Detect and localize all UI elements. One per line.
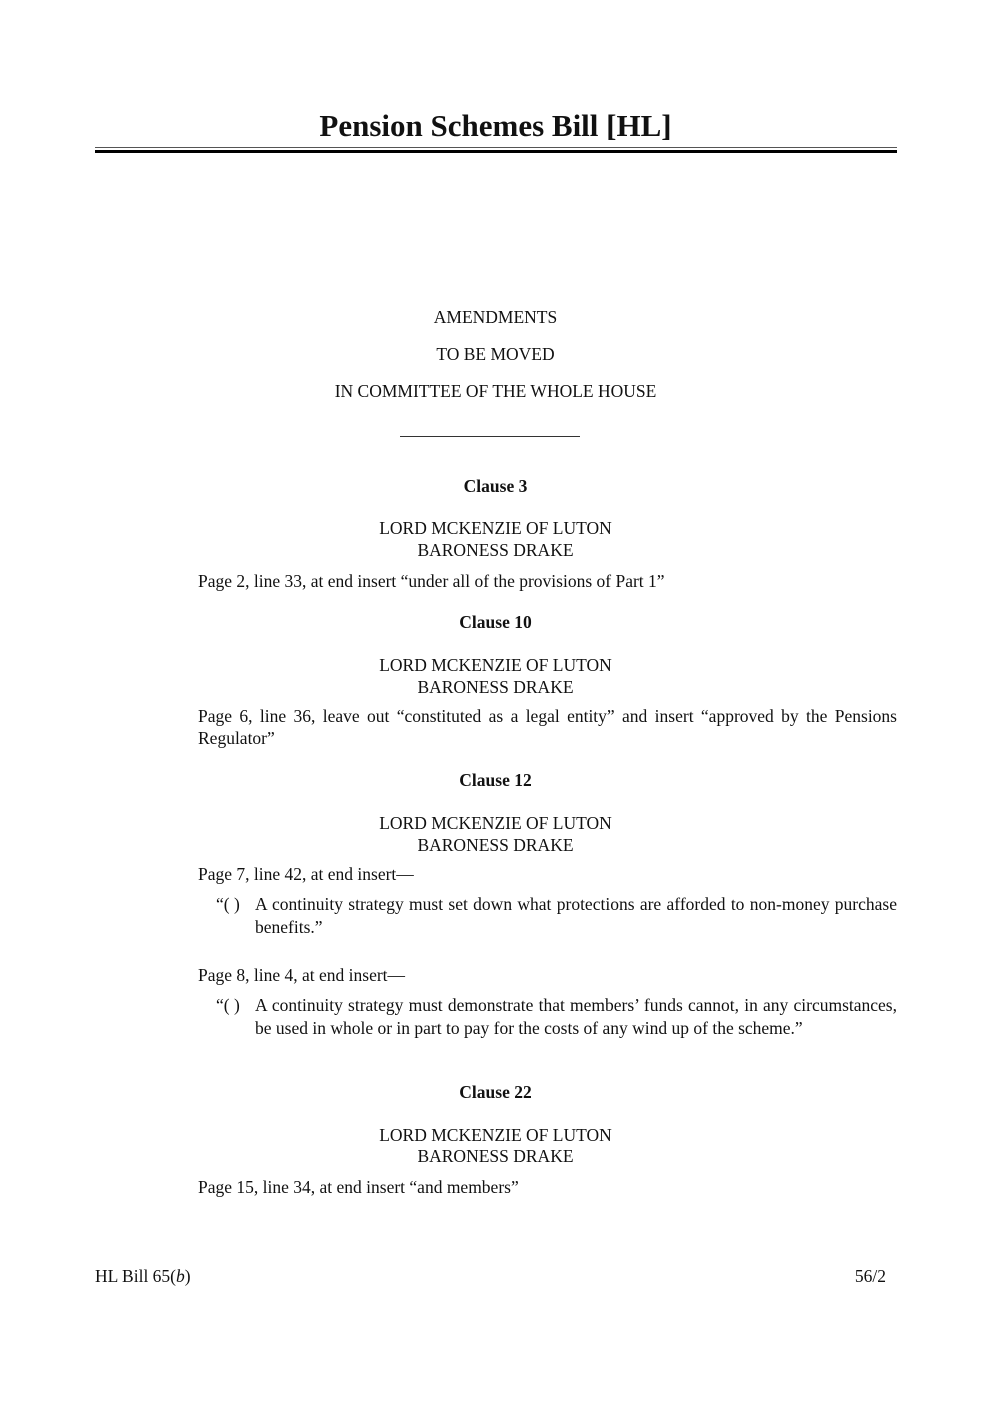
clause-heading: Clause 22	[459, 1082, 532, 1102]
sponsor: LORD MCKENZIE OF LUTON	[379, 518, 612, 538]
document-title: Pension Schemes Bill [HL]	[319, 108, 672, 143]
bill-suffix: )	[184, 1266, 191, 1286]
clause-heading: Clause 12	[459, 770, 532, 790]
amendment-text: Page 15, line 34, at end insert “and members”	[198, 1177, 519, 1197]
amendment-text: Page 8, line 4, at end insert—	[198, 965, 406, 985]
sponsor: BARONESS DRAKE	[417, 677, 574, 697]
sponsor: LORD MCKENZIE OF LUTON	[379, 1125, 612, 1145]
quote-text: A continuity strategy must set down what protections are afforded to non-money purchase benefits.”	[255, 894, 897, 937]
sponsor: BARONESS DRAKE	[417, 1146, 574, 1166]
sponsor: LORD MCKENZIE OF LUTON	[379, 655, 612, 675]
bill-prefix: HL Bill 65(	[95, 1266, 177, 1286]
page-reference: 56/2	[854, 1266, 886, 1286]
heading-line-1: AMENDMENTS	[433, 307, 558, 327]
bill-number	[95, 1265, 191, 1287]
sponsor: BARONESS DRAKE	[417, 835, 574, 855]
amendment-text: Page 7, line 42, at end insert—	[198, 864, 414, 884]
sponsor: LORD MCKENZIE OF LUTON	[379, 813, 612, 833]
amendment-text: Page 2, line 33, at end insert “under all of the provisions of Part 1”	[198, 571, 665, 591]
section-divider	[400, 436, 580, 437]
quote-text: A continuity strategy must demonstrate that members’ funds cannot, in any circumstances, be used in whole or in part to pay for the costs of any wind up of the scheme.”	[255, 995, 897, 1038]
amendment-text: Page 6, line 36, leave out “constituted as a legal entity” and insert “approved by the Pensions Regulator”	[198, 706, 897, 748]
clause-heading: Clause 10	[459, 612, 532, 632]
heading-line-2: TO BE MOVED	[436, 344, 555, 364]
quote-mark: “( )	[216, 894, 240, 914]
clause-heading: Clause 3	[463, 476, 528, 496]
title-rule-thick	[95, 150, 897, 153]
heading-line-3: IN COMMITTEE OF THE WHOLE HOUSE	[334, 381, 657, 401]
inserted-text	[216, 994, 897, 1039]
quote-mark: “( )	[216, 995, 240, 1015]
inserted-text	[216, 893, 897, 938]
bill-letter: b	[176, 1266, 185, 1286]
sponsor: BARONESS DRAKE	[417, 540, 574, 560]
title-rule-thin	[95, 147, 897, 148]
